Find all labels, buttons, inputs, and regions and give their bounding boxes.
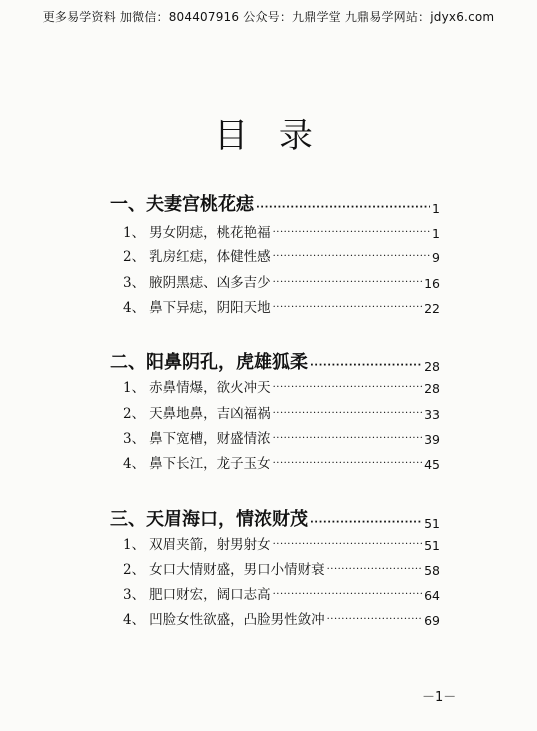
leader-dots <box>273 278 423 288</box>
toc-item[interactable] <box>110 533 440 553</box>
leader-dots <box>273 409 423 419</box>
toc-item[interactable] <box>110 221 440 241</box>
toc-item[interactable] <box>110 296 440 316</box>
toc-page-number: 51 <box>424 538 440 553</box>
toc-page-number: 45 <box>424 457 440 472</box>
page-footer-number: －1－ <box>422 690 457 705</box>
toc-item-label: 肥口财宏，阔口志高 <box>149 587 271 603</box>
toc-page-number: 28 <box>424 359 440 374</box>
leader-dots <box>310 361 422 371</box>
leader-dots <box>273 459 423 469</box>
leader-dots <box>256 203 430 213</box>
leader-dots <box>273 540 423 550</box>
leader-dots <box>273 228 430 238</box>
toc-item-number: 1、 <box>123 225 146 241</box>
leader-dots <box>273 383 423 393</box>
leader-dots <box>273 590 423 600</box>
toc-item-number: 2、 <box>123 249 146 265</box>
toc-page-number: 1 <box>432 226 440 241</box>
toc-page-number: 16 <box>424 276 440 291</box>
toc-item-label: 凹脸女性欲盛，凸脸男性敛冲 <box>149 612 325 628</box>
toc-page-number: 51 <box>424 516 440 531</box>
toc-item-number: 3、 <box>123 275 146 291</box>
toc-item[interactable] <box>110 583 440 603</box>
leader-dots <box>327 615 423 625</box>
toc-item-number: 3、 <box>123 587 146 603</box>
leader-dots <box>273 434 423 444</box>
toc-item-number: 4、 <box>123 612 146 628</box>
page-title: 目 录 <box>214 116 323 156</box>
toc-item-label: 男女阴痣，桃花艳福 <box>149 225 271 241</box>
toc-page-number: 69 <box>424 613 440 628</box>
toc-chapter-3[interactable] <box>110 505 440 531</box>
toc-item-number: 2、 <box>123 406 146 422</box>
toc-item-number: 3、 <box>123 431 146 447</box>
toc-item-number: 4、 <box>123 300 146 316</box>
toc-page-number: 9 <box>432 250 440 265</box>
toc-chapter-2[interactable] <box>110 348 440 374</box>
toc-item-label: 鼻下异痣，阴阳天地 <box>149 300 271 316</box>
toc-item-number: 4、 <box>123 456 146 472</box>
toc-item-label: 天鼻地鼻，吉凶福祸 <box>149 406 271 422</box>
toc-item-label: 双眉夹箭，射男射女 <box>149 537 271 553</box>
toc-page-number: 1 <box>432 201 440 216</box>
toc-page-number: 28 <box>424 381 440 396</box>
leader-dots <box>273 252 430 262</box>
toc-item-label: 鼻下长江，龙子玉女 <box>149 456 271 472</box>
toc-item-label: 乳房红痣，体健性感 <box>149 249 271 265</box>
toc-page-number: 33 <box>424 407 440 422</box>
toc-item[interactable] <box>110 427 440 447</box>
toc-item[interactable] <box>110 558 440 578</box>
toc-item-label: 鼻下宽槽，财盛情浓 <box>149 431 271 447</box>
toc-item[interactable] <box>110 452 440 472</box>
toc-chapter-label: 一、夫妻宫桃花痣 <box>110 194 254 215</box>
toc-item-label: 赤鼻情爆，欲火冲天 <box>149 380 271 396</box>
toc-chapter-1[interactable] <box>110 190 440 216</box>
toc-item-label: 女口大情财盛，男口小情财衰 <box>149 562 325 578</box>
toc-page-number: 58 <box>424 563 440 578</box>
toc-item[interactable] <box>110 271 440 291</box>
toc-item-label: 腋阴黑痣、凶多吉少 <box>149 275 271 291</box>
toc-page-number: 22 <box>424 301 440 316</box>
toc-page-number: 39 <box>424 432 440 447</box>
toc-chapter-label: 二、阳鼻阴孔，虎雄狐柔 <box>110 352 308 373</box>
toc-item[interactable] <box>110 376 440 396</box>
toc-item[interactable] <box>110 608 440 628</box>
toc-chapter-label: 三、天眉海口，情浓财茂 <box>110 509 308 530</box>
toc-item-number: 1、 <box>123 380 146 396</box>
toc-page-number: 64 <box>424 588 440 603</box>
toc-item[interactable] <box>110 402 440 422</box>
page-header-ad: 更多易学资料 加微信：804407916 公众号：九鼎学堂 九鼎易学网站：jdyx6.com <box>42 10 495 24</box>
leader-dots <box>310 518 422 528</box>
toc-item-number: 2、 <box>123 562 146 578</box>
leader-dots <box>327 565 423 575</box>
toc-item-number: 1、 <box>123 537 146 553</box>
leader-dots <box>273 303 423 313</box>
toc-item[interactable] <box>110 245 440 265</box>
